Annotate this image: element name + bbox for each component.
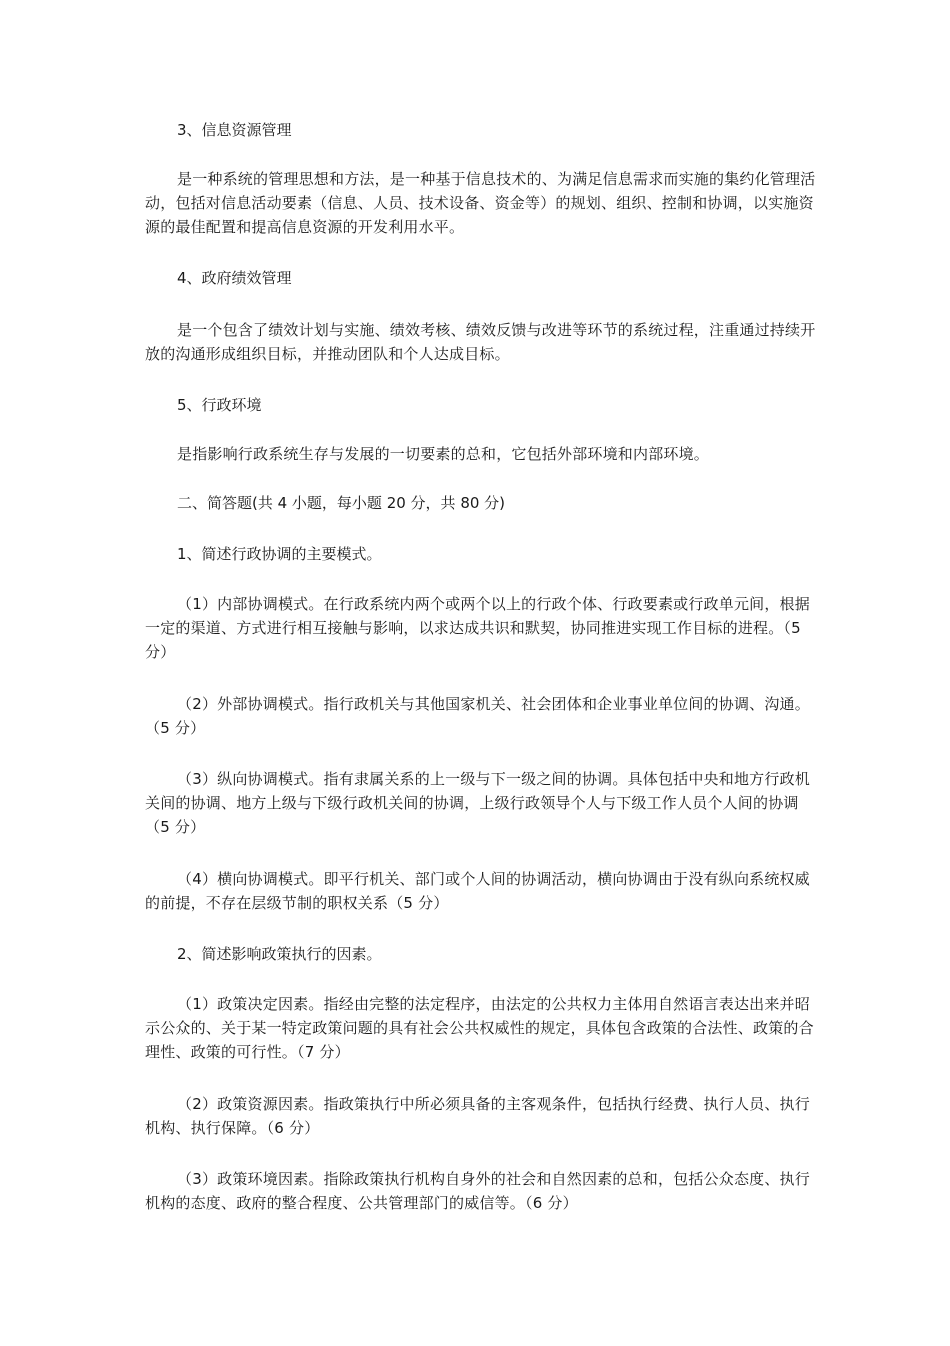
- answer-policy-environment-factor: （3）政策环境因素。指除政策执行机构自身外的社会和自然因素的总和，包括公众态度、执行机构的态度、政府的整合程度、公共管理部门的威信等。（6 分）: [145, 1170, 810, 1212]
- answer-policy-resource-factor: （2）政策资源因素。指政策执行中所必须具备的主客观条件，包括执行经费、执行人员、执行机构、执行保障。（6 分）: [145, 1095, 810, 1137]
- paragraph-administrative-environment: 是指影响行政系统生存与发展的一切要素的总和，它包括外部环境和内部环境。: [177, 445, 710, 463]
- question-heading-policy-execution: 2、简述影响政策执行的因素。: [177, 945, 382, 963]
- section-heading-administrative-environment: 5、行政环境: [177, 396, 262, 414]
- question-heading-coordination-modes: 1、简述行政协调的主要模式。: [177, 545, 382, 563]
- answer-vertical-coordination: （3）纵向协调模式。指有隶属关系的上一级与下一级之间的协调。具体包括中央和地方行政机关间的协调、地方上级与下级行政机关间的协调，上级行政领导个人与下级工作人员个人间的协调（5 分）: [145, 770, 810, 836]
- paragraph-government-performance: 是一个包含了绩效计划与实施、绩效考核、绩效反馈与改进等环节的系统过程，注重通过持续开放的沟通形成组织目标，并推动团队和个人达成目标。: [145, 321, 816, 363]
- answer-horizontal-coordination: （4）横向协调模式。即平行机关、部门或个人间的协调活动，横向协调由于没有纵向系统权威的前提，不存在层级节制的职权关系（5 分）: [145, 870, 810, 912]
- answer-internal-coordination: （1）内部协调模式。在行政系统内两个或两个以上的行政个体、行政要素或行政单元间，根据一定的渠道、方式进行相互接触与影响，以求达成共识和默契，协同推进实现工作目标的进程。（5 分）: [145, 595, 810, 661]
- answer-policy-decision-factor: （1）政策决定因素。指经由完整的法定程序，由法定的公共权力主体用自然语言表达出来并昭示公众的、关于某一特定政策问题的具有社会公共权威性的规定，具体包含政策的合法性、政策的合理性、政策的可行性。（7 分）: [145, 995, 814, 1061]
- section-heading-information-resource-management: 3、信息资源管理: [177, 121, 292, 139]
- section-heading-short-answer: 二、简答题(共 4 小题，每小题 20 分，共 80 分): [177, 494, 506, 512]
- section-heading-government-performance: 4、政府绩效管理: [177, 269, 292, 287]
- paragraph-information-resource-management: 是一种系统的管理思想和方法，是一种基于信息技术的、为满足信息需求而实施的集约化管理活动，包括对信息活动要素（信息、人员、技术设备、资金等）的规划、组织、控制和协调，以实施资源的最佳配置和提高信息资源的开发利用水平。: [145, 170, 816, 236]
- answer-external-coordination: （2）外部协调模式。指行政机关与其他国家机关、社会团体和企业事业单位间的协调、沟通。（5 分）: [145, 695, 810, 737]
